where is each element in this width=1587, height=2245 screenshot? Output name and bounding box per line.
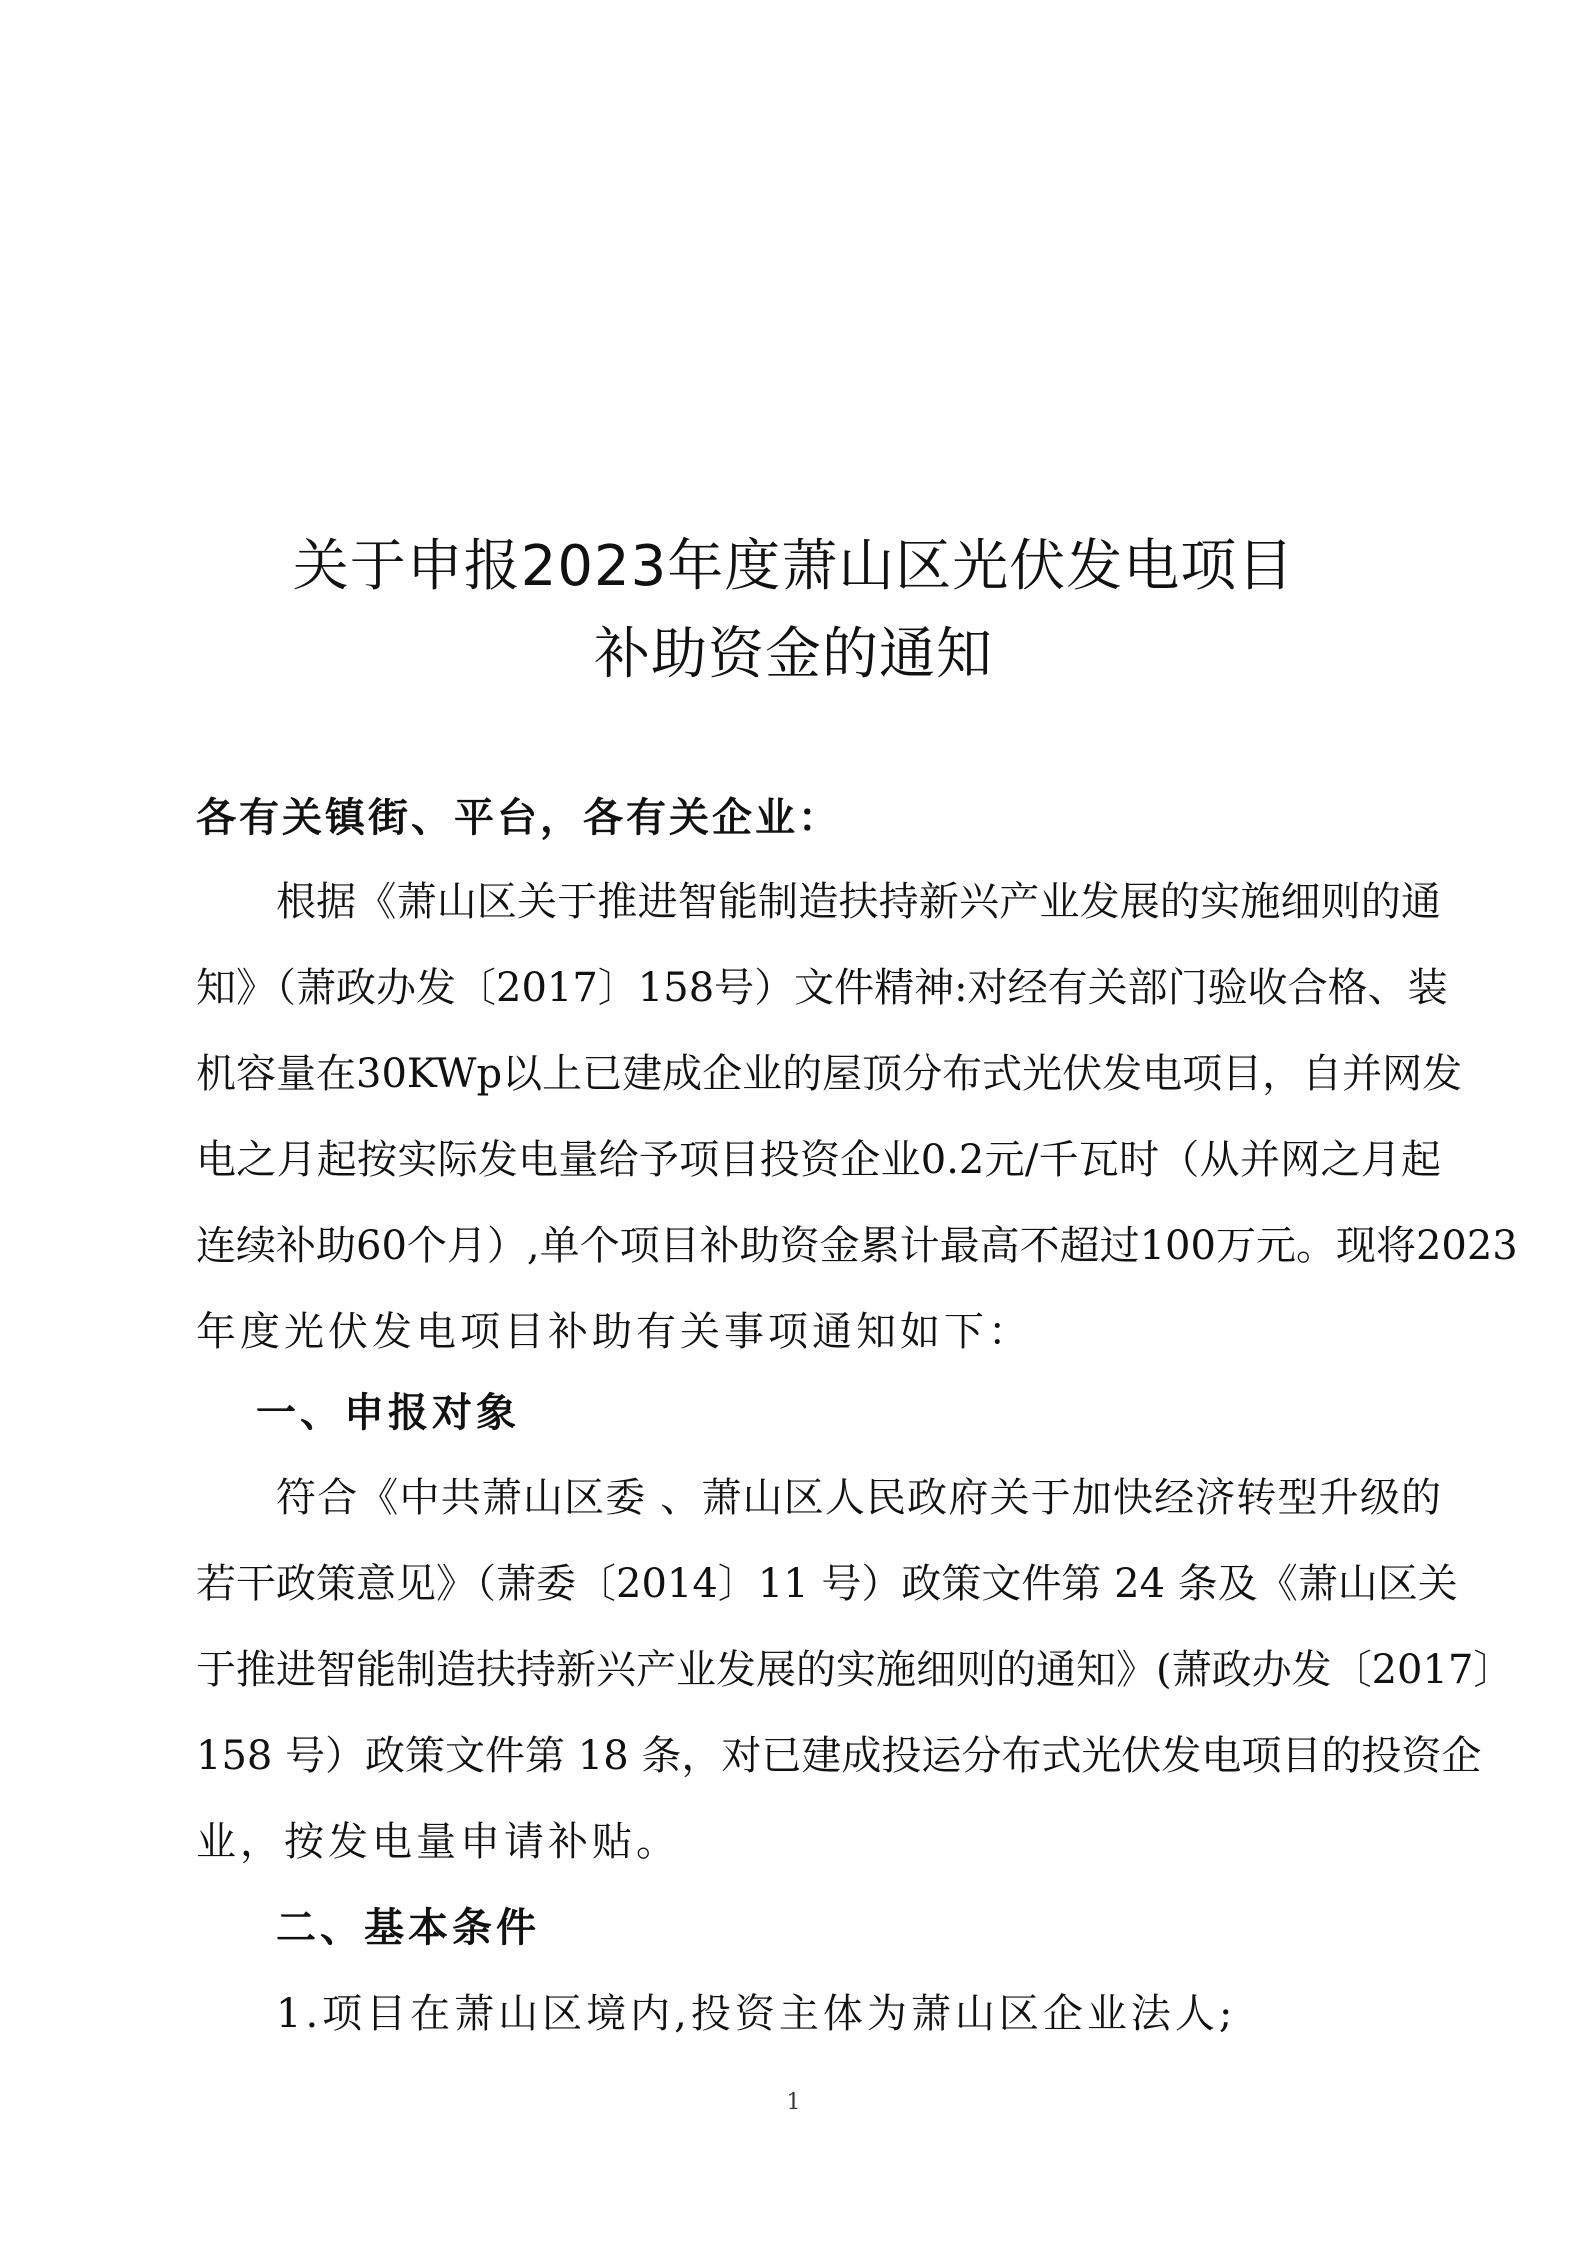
section-2-heading: 二、基本条件 (276, 1904, 540, 1951)
section-1-line-1: 符合《中共萧山区委 、萧山区人民政府关于加快经济转型升级的 (276, 1475, 1441, 1521)
paragraph-1-line-1: 根据《萧山区关于推进智能制造扶持新兴产业发展的实施细则的通 (276, 879, 1441, 925)
paragraph-1-line-2: 知》（萧政办发〔2017〕158号）文件精神:对经有关部门验收合格、装 (196, 965, 1448, 1011)
document-title-line-1: 关于申报2023年度萧山区光伏发电项目 (292, 534, 1295, 599)
page-number: 1 (786, 2090, 801, 2115)
section-1-line-4: 158 号）政策文件第 18 条，对已建成投运分布式光伏发电项目的投资企 (196, 1733, 1482, 1779)
section-1-line-2: 若干政策意见》（萧委〔2014〕11 号）政策文件第 24 条及《萧山区关 (196, 1561, 1458, 1607)
section-1-line-5: 业，按发电量申请补贴。 (196, 1819, 680, 1865)
section-2-item-1: 1.项目在萧山区境内,投资主体为萧山区企业法人; (276, 1991, 1237, 2037)
section-1-heading: 一、申报对象 (256, 1389, 520, 1436)
paragraph-1-line-4: 电之月起按实际发电量给予项目投资企业0.2元/千瓦时（从并网之月起 (196, 1137, 1441, 1183)
paragraph-1-line-3: 机容量在30KWp以上已建成企业的屋顶分布式光伏发电项目，自并网发 (196, 1051, 1463, 1097)
section-1-line-3: 于推进智能制造扶持新兴产业发展的实施细则的通知》(萧政办发〔2017〕 (196, 1647, 1514, 1693)
paragraph-1-line-5: 连续补助60个月）,单个项目补助资金累计最高不超过100万元。现将2023 (196, 1223, 1518, 1269)
document-title-line-2: 补助资金的通知 (594, 622, 993, 687)
salutation: 各有关镇街、平台，各有关企业： (196, 794, 841, 841)
paragraph-1-line-6: 年度光伏发电项目补助有关事项通知如下： (196, 1309, 1032, 1355)
